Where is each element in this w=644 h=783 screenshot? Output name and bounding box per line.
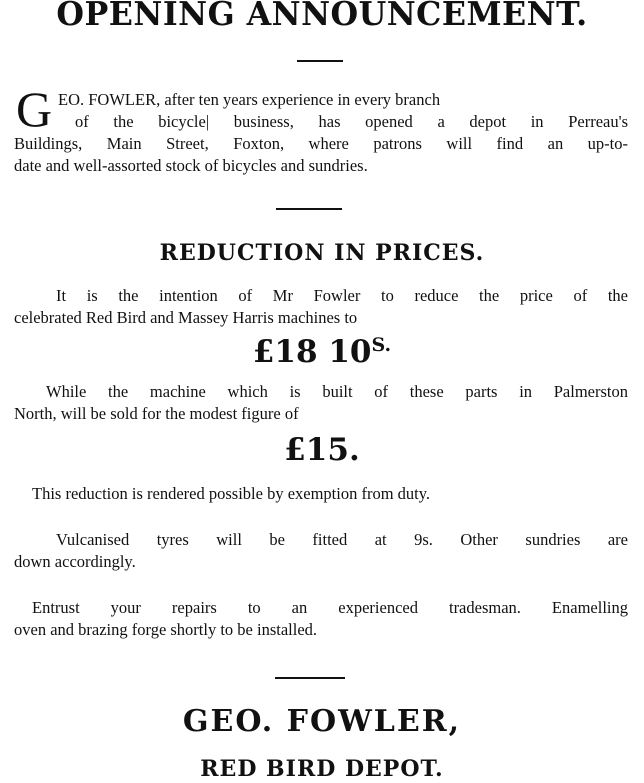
divider-rule bbox=[297, 60, 343, 62]
machine-line: While the machine which is built of these parts in Palmerston bbox=[46, 382, 628, 401]
intention-line: It is the intention of Mr Fowler to reduce the price of the bbox=[56, 286, 628, 305]
repairs-line: Entrust your repairs to an experienced tradesman. Enamelling bbox=[32, 598, 628, 617]
drop-cap: G bbox=[16, 81, 53, 137]
intention-line: celebrated Red Bird and Massey Harris machines to bbox=[14, 308, 358, 327]
divider-rule bbox=[275, 677, 345, 679]
signature-depot: RED BIRD DEPOT. bbox=[200, 756, 444, 782]
tyres-line: Vulcanised tyres will be fitted at 9s. Other sundries are bbox=[56, 530, 628, 549]
tyres-line: down accordingly. bbox=[14, 552, 136, 571]
machine-line: North, will be sold for the modest figure of bbox=[14, 404, 299, 423]
repairs-line: oven and brazing forge shortly to be installed. bbox=[14, 620, 318, 639]
opening-line: date and well-assorted stock of bicycles and sundries. bbox=[14, 156, 368, 175]
price-main: £18 10 bbox=[252, 334, 372, 370]
headline: OPENING ANNOUNCEMENT. bbox=[56, 0, 588, 33]
signature-name: GEO. FOWLER, bbox=[182, 704, 462, 739]
opening-line bbox=[58, 90, 628, 110]
opening-line-text: EO. FOWLER, after ten years experience in every branch bbox=[58, 90, 441, 109]
opening-line: Buildings, Main Street, Foxton, where patrons will find an up-to- bbox=[14, 134, 628, 153]
price-local-machine: £15. bbox=[284, 432, 360, 468]
price-red-bird bbox=[0, 334, 644, 370]
reduction-heading: REDUCTION IN PRICES. bbox=[159, 240, 485, 266]
opening-line: of the bicycle| business, has opened a depot in Perreau's bbox=[75, 112, 628, 131]
price-suffix: S. bbox=[371, 334, 392, 356]
divider-rule bbox=[276, 208, 342, 210]
reduction-note: This reduction is rendered possible by exemption from duty. bbox=[32, 484, 431, 503]
